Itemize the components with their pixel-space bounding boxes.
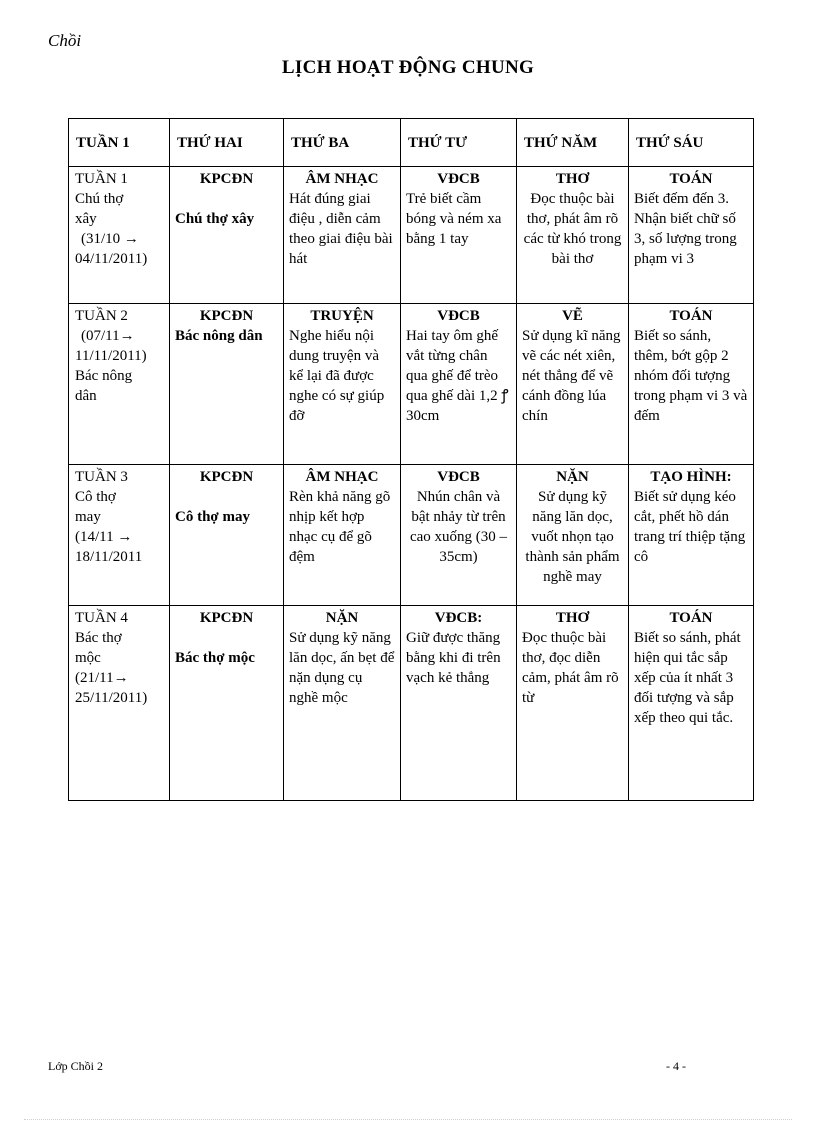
activity: Đọc thuộc bài thơ, đọc diễn cảm, phát âm rõ từ xyxy=(522,630,619,706)
week-date-start: (14/11 → xyxy=(75,529,133,545)
activity: Sử dụng kỹ năng lăn dọc, vuốt nhọn tạo thành sản phẩm nghề may xyxy=(525,489,620,585)
friday-cell xyxy=(629,606,754,801)
week-theme: Bác thợ xyxy=(75,630,122,646)
subject: THƠ xyxy=(555,171,590,187)
table-row xyxy=(69,167,754,304)
header-friday: THỨ SÁU xyxy=(629,119,754,167)
subject: TOÁN xyxy=(669,610,713,626)
activity: Bác thợ mộc xyxy=(175,650,255,666)
subject: VĐCB: xyxy=(434,610,483,626)
week-date-end: 11/11/2011) xyxy=(75,348,147,364)
activity: Bác nông dân xyxy=(175,328,263,344)
friday-cell xyxy=(629,167,754,304)
activity: Sử dụng kỹ năng lăn dọc, ấn bẹt để nặn dụng cụ nghề mộc xyxy=(289,630,395,706)
thursday-cell xyxy=(517,465,629,606)
activity: Biết so sánh, thêm, bớt gộp 2 nhóm đối tượng trong phạm vi 3 và đếm xyxy=(634,328,748,424)
table-row xyxy=(69,465,754,606)
week-theme: Chú thợ xyxy=(75,191,124,207)
subject: ÂM NHẠC xyxy=(305,171,379,187)
activity: Biết so sánh, phát hiện qui tắc sắp xếp của ít nhất 3 đối tượng và sắp xếp theo qui tắc. xyxy=(634,630,741,726)
week-theme: dân xyxy=(75,388,97,404)
activity: Đọc thuộc bài thơ, phát âm rõ các từ khó trong bài thơ xyxy=(523,191,622,267)
activity: Giữ được thăng bằng khi đi trên vạch kẻ thẳng xyxy=(406,630,501,686)
monday-cell xyxy=(170,167,284,304)
thursday-cell xyxy=(517,606,629,801)
tuesday-cell xyxy=(284,465,401,606)
week-theme: mộc xyxy=(75,650,101,666)
subject: NẶN xyxy=(325,610,359,626)
page-title: LỊCH HOẠT ĐỘNG CHUNG xyxy=(281,57,535,78)
week-theme: Cô thợ xyxy=(75,489,116,505)
tuesday-cell xyxy=(284,606,401,801)
subject: KPCĐN xyxy=(199,308,254,324)
activity: Biết đếm đến 3. Nhận biết chữ số 3, số lượng trong phạm vi 3 xyxy=(634,191,737,267)
activity: Rèn khả năng gõ nhịp kết hợp nhạc cụ để gõ đệm xyxy=(289,489,391,565)
header-week: TUẦN 1 xyxy=(69,119,170,167)
thursday-cell xyxy=(517,304,629,465)
footer-class-name: Lớp Chồi 2 xyxy=(48,1059,104,1073)
table-row xyxy=(69,304,754,465)
week-theme: xây xyxy=(75,211,97,227)
monday-cell xyxy=(170,465,284,606)
subject: TRUYỆN xyxy=(310,308,374,324)
wednesday-cell xyxy=(401,606,517,801)
subject: NẶN xyxy=(556,469,589,485)
schedule-table xyxy=(68,118,754,801)
subject: TOÁN xyxy=(669,308,713,324)
header-wednesday: THỨ TƯ xyxy=(401,119,517,167)
wednesday-cell xyxy=(401,304,517,465)
subject: ÂM NHẠC xyxy=(305,469,379,485)
activity: Hai tay ôm ghế vắt từng chân qua ghế để trèo qua ghế dài 1,2 ꝭ 30cm xyxy=(406,328,509,424)
week-cell xyxy=(69,606,170,801)
header-monday: THỨ HAI xyxy=(170,119,284,167)
activity: Cô thợ may xyxy=(175,509,250,525)
table-row xyxy=(69,606,754,801)
page-number: - 4 - xyxy=(666,1059,686,1073)
monday-cell xyxy=(170,304,284,465)
week-label: TUẦN 1 xyxy=(75,171,128,187)
activity: Hát đúng giai điệu , diễn cảm theo giai điệu bài hát xyxy=(289,191,393,267)
week-date-start: (31/10 → xyxy=(81,231,139,247)
page-bottom-divider xyxy=(24,1119,792,1120)
week-date-end: 18/11/2011 xyxy=(75,549,143,565)
friday-cell xyxy=(629,304,754,465)
thursday-cell xyxy=(517,167,629,304)
subject: KPCĐN xyxy=(199,171,254,187)
monday-cell xyxy=(170,606,284,801)
week-cell xyxy=(69,465,170,606)
subject: KPCĐN xyxy=(199,469,254,485)
week-label: TUẦN 3 xyxy=(75,469,128,485)
table-header-row xyxy=(69,119,754,167)
activity: Trẻ biết cầm bóng và ném xa bằng 1 tay xyxy=(406,191,502,247)
header-thursday: THỨ NĂM xyxy=(517,119,629,167)
activity: Biết sử dụng kéo cắt, phết hồ dán trang trí thiệp tặng cô xyxy=(634,489,746,565)
week-label: TUẦN 4 xyxy=(75,610,128,626)
activity: Chú thợ xây xyxy=(175,211,255,227)
tuesday-cell xyxy=(284,167,401,304)
week-date-end: 04/11/2011) xyxy=(75,251,148,267)
week-date-start: (07/11→ xyxy=(81,328,135,344)
header-class-label: Chồi xyxy=(48,31,82,50)
header-tuesday: THỨ BA xyxy=(284,119,401,167)
subject: TẠO HÌNH: xyxy=(650,469,732,485)
subject: VẼ xyxy=(562,308,583,324)
friday-cell xyxy=(629,465,754,606)
week-cell xyxy=(69,167,170,304)
subject: VĐCB xyxy=(437,308,480,324)
tuesday-cell xyxy=(284,304,401,465)
wednesday-cell xyxy=(401,167,517,304)
wednesday-cell xyxy=(401,465,517,606)
week-date-end: 25/11/2011) xyxy=(75,690,148,706)
week-theme: may xyxy=(75,509,101,525)
subject: TOÁN xyxy=(669,171,713,187)
subject: KPCĐN xyxy=(199,610,254,626)
activity: Nhún chân và bật nhảy từ trên cao xuống (30 – 35cm) xyxy=(409,489,508,565)
activity: Nghe hiểu nội dung truyện và kể lại đã được nghe có sự giúp đỡ xyxy=(289,328,385,424)
activity: Sử dụng kĩ năng vẽ các nét xiên, nét thẳng để vẽ cánh đồng lúa chín xyxy=(522,328,621,424)
subject: THƠ xyxy=(555,610,590,626)
week-label: TUẦN 2 xyxy=(75,308,128,324)
week-cell xyxy=(69,304,170,465)
week-theme: Bác nông xyxy=(75,368,133,384)
subject: VĐCB xyxy=(437,171,480,187)
subject: VĐCB xyxy=(437,469,480,485)
week-date-start: (21/11→ xyxy=(75,670,129,686)
